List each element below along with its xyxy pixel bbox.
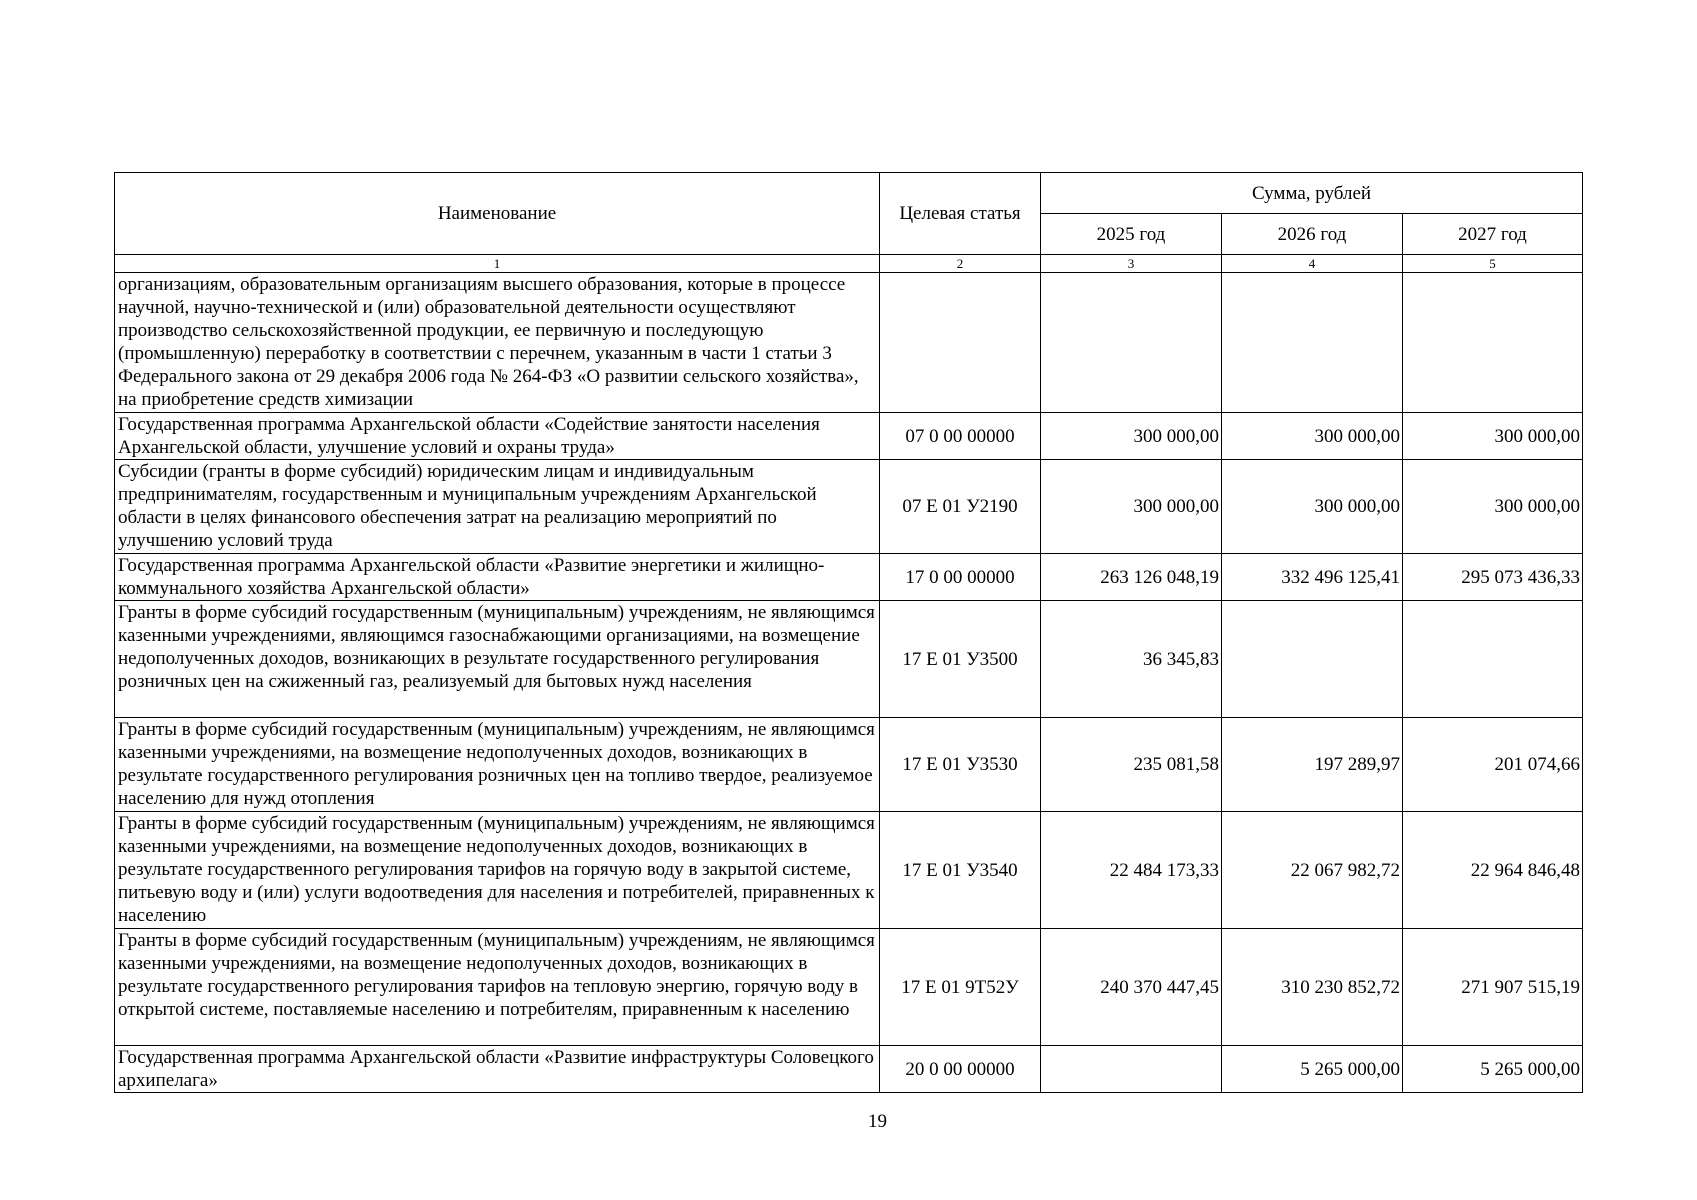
row-amount-2026: 332 496 125,41: [1222, 554, 1403, 601]
row-amount-2025: [1041, 273, 1222, 413]
header-year-2027: 2027 год: [1403, 214, 1583, 255]
row-name: Субсидии (гранты в форме субсидий) юридическим лицам и индивидуальным предпринимателям, государственным и муниципальным учреждениям Архангельской области в целях финансового обеспечения затрат на реализацию мероприятий по улучшению условий труда: [115, 460, 880, 554]
row-amount-2026: 300 000,00: [1222, 460, 1403, 554]
budget-table: [114, 172, 1583, 1093]
row-amount-2027: 5 265 000,00: [1403, 1046, 1583, 1093]
column-number: 2: [880, 255, 1041, 273]
column-number: 3: [1041, 255, 1222, 273]
table-row: [115, 460, 1583, 554]
row-target-code: 17 Е 01 У3540: [880, 812, 1041, 929]
row-amount-2027: 22 964 846,48: [1403, 812, 1583, 929]
row-amount-2025: 263 126 048,19: [1041, 554, 1222, 601]
table-row: [115, 929, 1583, 1046]
header-year-2026: 2026 год: [1222, 214, 1403, 255]
row-name: Гранты в форме субсидий государственным (муниципальным) учреждениям, не являющимся казенными учреждениями, на возмещение недополученных доходов, возникающих в результате государственного регулирования розничных цен на топливо твердое, реализуемое населению для нужд отопления: [115, 718, 880, 812]
row-amount-2027: 300 000,00: [1403, 460, 1583, 554]
row-target-code: 07 Е 01 У2190: [880, 460, 1041, 554]
row-target-code: 07 0 00 00000: [880, 413, 1041, 460]
table-row: [115, 812, 1583, 929]
table-row: [115, 413, 1583, 460]
header-row-top: [115, 173, 1583, 214]
row-amount-2027: 300 000,00: [1403, 413, 1583, 460]
row-target-code: 17 Е 01 У3500: [880, 601, 1041, 718]
row-target-code: 17 Е 01 9Т52У: [880, 929, 1041, 1046]
row-amount-2027: 271 907 515,19: [1403, 929, 1583, 1046]
row-amount-2026: [1222, 601, 1403, 718]
row-amount-2027: 295 073 436,33: [1403, 554, 1583, 601]
header-code: Целевая статья: [880, 173, 1041, 255]
column-number-row: [115, 255, 1583, 273]
row-amount-2026: 300 000,00: [1222, 413, 1403, 460]
row-name: организациям, образовательным организациям высшего образования, которые в процессе научной, научно-технической и (или) образовательной деятельности осуществляют производство сельскохозяйственной продукции, ее первичную и последующую (промышленную) переработку в соответствии с перечнем, указанным в части 1 статьи 3 Федерального закона от 29 декабря 2006 года № 264-ФЗ «О развитии сельского хозяйства», на приобретение средств химизации: [115, 273, 880, 413]
column-number: 5: [1403, 255, 1583, 273]
table-row: [115, 718, 1583, 812]
row-amount-2026: 5 265 000,00: [1222, 1046, 1403, 1093]
table-row: [115, 273, 1583, 413]
column-number: 1: [115, 255, 880, 273]
table-row: [115, 1046, 1583, 1093]
table-row: [115, 601, 1583, 718]
row-target-code: 17 0 00 00000: [880, 554, 1041, 601]
row-amount-2026: [1222, 273, 1403, 413]
row-amount-2025: 300 000,00: [1041, 413, 1222, 460]
row-amount-2025: [1041, 1046, 1222, 1093]
row-amount-2026: 310 230 852,72: [1222, 929, 1403, 1046]
row-name: Государственная программа Архангельской области «Развитие энергетики и жилищно-коммунального хозяйства Архангельской области»: [115, 554, 880, 601]
row-amount-2027: 201 074,66: [1403, 718, 1583, 812]
table-row: [115, 554, 1583, 601]
row-target-code: 20 0 00 00000: [880, 1046, 1041, 1093]
row-name: Государственная программа Архангельской области «Содействие занятости населения Архангельской области, улучшение условий и охраны труда»: [115, 413, 880, 460]
header-year-2025: 2025 год: [1041, 214, 1222, 255]
row-amount-2027: [1403, 601, 1583, 718]
row-amount-2025: 240 370 447,45: [1041, 929, 1222, 1046]
row-name: Гранты в форме субсидий государственным (муниципальным) учреждениям, не являющимся казенными учреждениями, являющимся газоснабжающими организациями, на возмещение недополученных доходов, возникающих в результате государственного регулирования розничных цен на сжиженный газ, реализуемый для бытовых нужд населения: [115, 601, 880, 718]
row-name: Гранты в форме субсидий государственным (муниципальным) учреждениям, не являющимся казенными учреждениями, на возмещение недополученных доходов, возникающих в результате государственного регулирования тарифов на тепловую энергию, горячую воду в открытой системе, поставляемые населению и потребителям, приравненным к населению: [115, 929, 880, 1046]
row-name: Государственная программа Архангельской области «Развитие инфраструктуры Соловецкого архипелага»: [115, 1046, 880, 1093]
row-amount-2026: 197 289,97: [1222, 718, 1403, 812]
row-amount-2027: [1403, 273, 1583, 413]
row-amount-2026: 22 067 982,72: [1222, 812, 1403, 929]
row-amount-2025: 22 484 173,33: [1041, 812, 1222, 929]
row-amount-2025: 300 000,00: [1041, 460, 1222, 554]
page-number: 19: [868, 1111, 887, 1132]
row-name: Гранты в форме субсидий государственным (муниципальным) учреждениям, не являющимся казенными учреждениями, на возмещение недополученных доходов, возникающих в результате государственного регулирования тарифов на горячую воду в закрытой системе, питьевую воду и (или) услуги водоотведения для населения и потребителей, приравненных к населению: [115, 812, 880, 929]
row-target-code: 17 Е 01 У3530: [880, 718, 1041, 812]
header-sum-group: Сумма, рублей: [1041, 173, 1583, 214]
column-number: 4: [1222, 255, 1403, 273]
row-amount-2025: 36 345,83: [1041, 601, 1222, 718]
header-name: Наименование: [115, 173, 880, 255]
row-target-code: [880, 273, 1041, 413]
row-amount-2025: 235 081,58: [1041, 718, 1222, 812]
